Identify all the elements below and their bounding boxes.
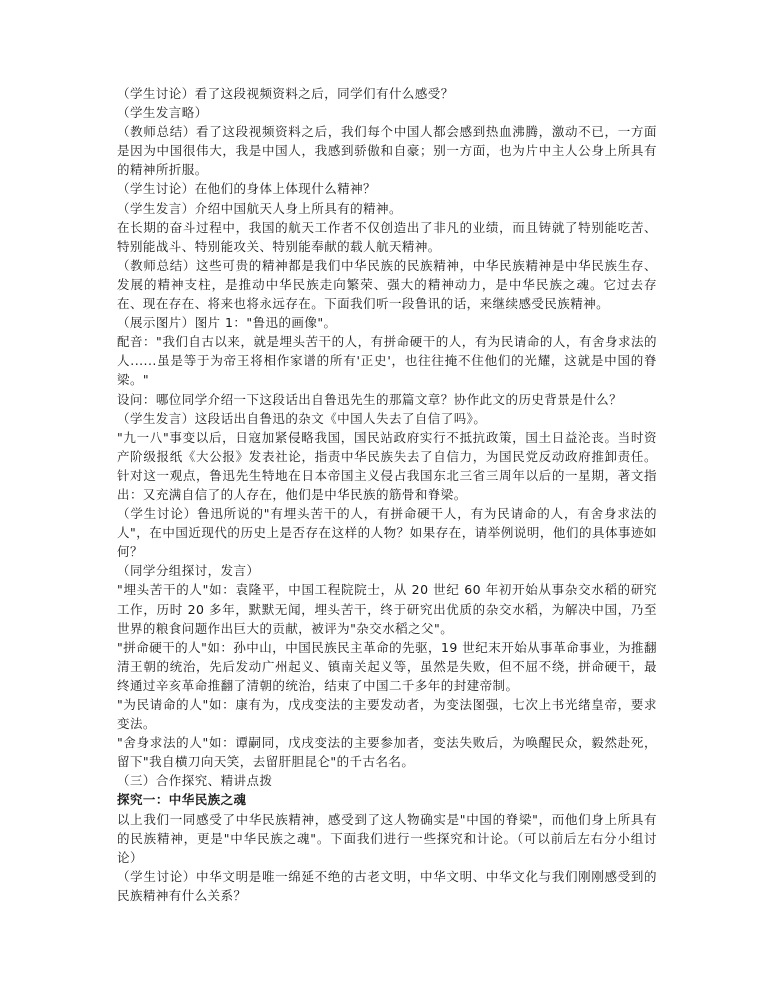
- paragraph: （展示图片）图片 1："鲁迅的画像"。: [117, 315, 337, 331]
- paragraph: （学生讨论）中华文明是唯一绵延不绝的古老文明，中华文明、中华文化与我们刚刚感受到的民族精神有什么关系？: [117, 868, 657, 903]
- paragraph: "舍身求法的人"如：谭嗣同，戊戌变法的主要参加者，变法失败后，为唤醒民众，毅然赴死，留下"我自横刀向天笑，去留肝胆昆仑"的千古名名。: [117, 735, 657, 770]
- paragraph: 设问：哪位同学介绍一下这段话出自鲁迅先生的那篇文章？协作此文的历史背景是什么？: [117, 391, 623, 407]
- paragraph: （学生讨论）在他们的身体上体现什么精神？: [117, 181, 377, 197]
- document-page: [117, 84, 657, 905]
- paragraph: （同学分组探讨，发言）: [117, 563, 260, 579]
- paragraph: "埋头苦干的人"如：袁隆平，中国工程院院士，从 20 世纪 60 年初开始从事杂交水稻的研究工作，历时 20 多年，默默无闻，埋头苦干，终于研究出优质的杂交水稻，为解决中国，乃至世界的粮食问题作出巨大的贡献，被评为"杂交水稻之父"。: [117, 582, 657, 636]
- paragraph: （教师总结）看了这段视频资料之后，我们每个中国人都会感到热血沸腾，激动不已，一方面是因为中国很伟大，我是中国人，我感到骄傲和自豪；别一方面，也为片中主人公身上所具有的精神所折服。: [117, 124, 657, 178]
- paragraph: 在长期的奋斗过程中，我国的航天工作者不仅创造出了非凡的业绩，而且铸就了特别能吃苦、特别能战斗、特别能攻关、特别能奉献的载人航天精神。: [117, 219, 657, 254]
- paragraph: （学生讨论）鲁迅所说的"有埋头苦干的人，有拼命硬干人，有为民请命的人，有舍身求法的人"，在中国近现代的历史上是否存在这样的人物？如果存在，请举例说明，他们的具体事迹如何？: [117, 506, 657, 560]
- paragraph: （教师总结）这些可贵的精神都是我们中华民族的民族精神，中华民族精神是中华民族生存、发展的精神支柱，是推动中华民族走向繁荣、强大的精神动力，是中华民族之魂。它过去存在、现在存在、将来也将永远存在。下面我们听一段鲁讯的话，来继续感受民族精神。: [117, 257, 657, 312]
- paragraph: （学生发言）这段话出自鲁迅的杂文《中国人失去了自信了吗》。: [117, 410, 487, 426]
- paragraph: "拼命硬干的人"如：孙中山，中国民族民主革命的先驱，19 世纪末开始从事革命事业，为推翻清王朝的统治，先后发动广州起义、镇南关起义等，虽然是失败，但不屈不绕，拼命硬干，最终通过辛亥革命推翻了清朝的统治，结束了中国二千多年的封建帝制。: [117, 639, 657, 693]
- subsection-heading: 探究一：中华民族之魂: [117, 792, 247, 808]
- paragraph: （学生发言）介绍中国航天人身上所具有的精神。: [117, 200, 402, 216]
- paragraph: 配音："我们自古以来，就是埋头苦干的人，有拼命硬干的人，有为民请命的人，有舍身求法的人......虽是等于为帝王将相作家谱的所有'正史'，也往往掩不住他们的光耀，这就是中国的脊梁。": [117, 334, 657, 388]
- paragraph: 以上我们一同感受了中华民族精神，感受到了这人物确实是"中国的脊梁"，而他们身上所具有的民族精神，更是"中华民族之魂"。下面我们进行一些探究和计论。（可以前后左右分小组讨论）: [117, 811, 657, 865]
- section-heading: （三）合作探究、精讲点拨: [117, 773, 273, 789]
- paragraph: （学生发言略）: [117, 105, 208, 121]
- paragraph: "九一八"事变以后，日寇加紧侵略我国，国民站政府实行不抵抗政策，国土日益沦丧。当时资产阶级报纸《大公报》发表社论，指责中华民族失去了自信力，为国民党反动政府推卸责任。针对这一观点，鲁迅先生特地在日本帝国主义侵占我国东北三省三周年以后的一星期，著文指出：又充满自信了的人存在，他们是中华民族的筋骨和脊梁。: [117, 429, 657, 502]
- paragraph: （学生讨论）看了这段视频资料之后，同学们有什么感受？: [117, 86, 454, 101]
- paragraph: "为民请命的人"如：康有为，戊戌变法的主要发动者，为变法图强，七次上书光绪皇帝，要求变法。: [117, 697, 657, 732]
